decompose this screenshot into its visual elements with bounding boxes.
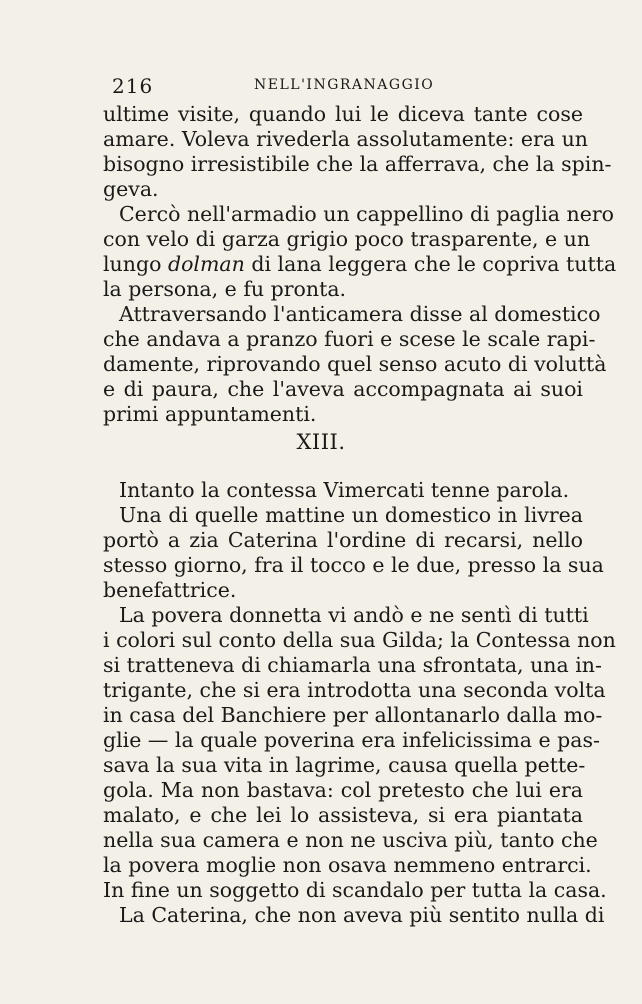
text-line: in casa del Banchiere per allontanarlo dalla mo-	[103, 703, 603, 727]
text-line: La Caterina, che non aveva più sentito nulla di	[119, 903, 605, 927]
page-number: 216	[112, 74, 154, 98]
text-line: ultime visite, quando lui le diceva tante cose	[103, 102, 583, 126]
text-line: benefattrice.	[103, 578, 237, 602]
paragraph	[103, 302, 607, 427]
text-line: damente, riprovando quel senso acuto di voluttà	[103, 352, 607, 376]
text-line: si tratteneva di chiamarla una sfrontata, una in-	[103, 653, 602, 677]
italic-word: dolman	[167, 252, 245, 276]
text-line: primi appuntamenti.	[103, 402, 317, 426]
page-header	[112, 74, 582, 98]
paragraph	[103, 202, 617, 302]
text-line: la persona, e fu pronta.	[103, 277, 347, 301]
text-line: e di paura, che l'aveva accompagnata ai suoi	[103, 377, 583, 401]
text-line: nella sua camera e non ne usciva più, tanto che	[103, 828, 598, 852]
text-line: stesso giorno, fra il tocco e le due, presso la sua	[103, 553, 604, 577]
text-line: malato, e che lei lo assisteva, si era piantata	[103, 803, 583, 827]
text-line: che andava a pranzo fuori e scese le scale rapi-	[103, 327, 596, 351]
text-line: gola. Ma non bastava: col pretesto che lui era	[103, 778, 583, 802]
text-block-before-chapter	[103, 102, 617, 427]
text-line: bisogno irresistibile che la afferrava, che la spin-	[103, 152, 612, 176]
paragraph	[103, 478, 583, 503]
text-line: La povera donnetta vi andò e ne sentì di tutti	[119, 603, 589, 627]
text-line: amare. Voleva rivederla assolutamente: era un	[103, 127, 589, 151]
text-line: lungo dolman di lana leggera che le copriva tutta	[103, 252, 617, 276]
text-line: con velo di garza grigio poco trasparente, e un	[103, 227, 591, 251]
text-line: Intanto la contessa Vimercati tenne parola.	[119, 478, 570, 502]
text-line: Una di quelle mattine un domestico in livrea	[119, 503, 583, 527]
text-line: sava la sua vita in lagrime, causa quella pette-	[103, 753, 586, 777]
text-line: i colori sul conto della sua Gilda; la Contessa non	[103, 628, 616, 652]
text-line: glie — la quale poverina era infelicissima e pas-	[103, 728, 600, 752]
text-line: Attraversando l'anticamera disse al domestico	[119, 302, 601, 326]
paragraph	[103, 903, 605, 928]
text-line: Cercò nell'armadio un cappellino di paglia nero	[119, 202, 614, 226]
text-line: geva.	[103, 177, 159, 201]
chapter-heading: XIII.	[296, 430, 346, 454]
paragraph	[103, 603, 616, 903]
paragraph	[103, 503, 604, 603]
paragraph	[103, 102, 612, 202]
running-title: NELL'INGRANAGGIO	[254, 77, 435, 93]
text-block-after-chapter	[103, 478, 616, 928]
text-line: In fine un soggetto di scandalo per tutta la casa.	[103, 878, 607, 902]
text-line: portò a zia Caterina l'ordine di recarsi, nello	[103, 528, 583, 552]
text-line: la povera moglie non osava nemmeno entrarci.	[103, 853, 592, 877]
text-line: trigante, che si era introdotta una seconda volta	[103, 678, 606, 702]
